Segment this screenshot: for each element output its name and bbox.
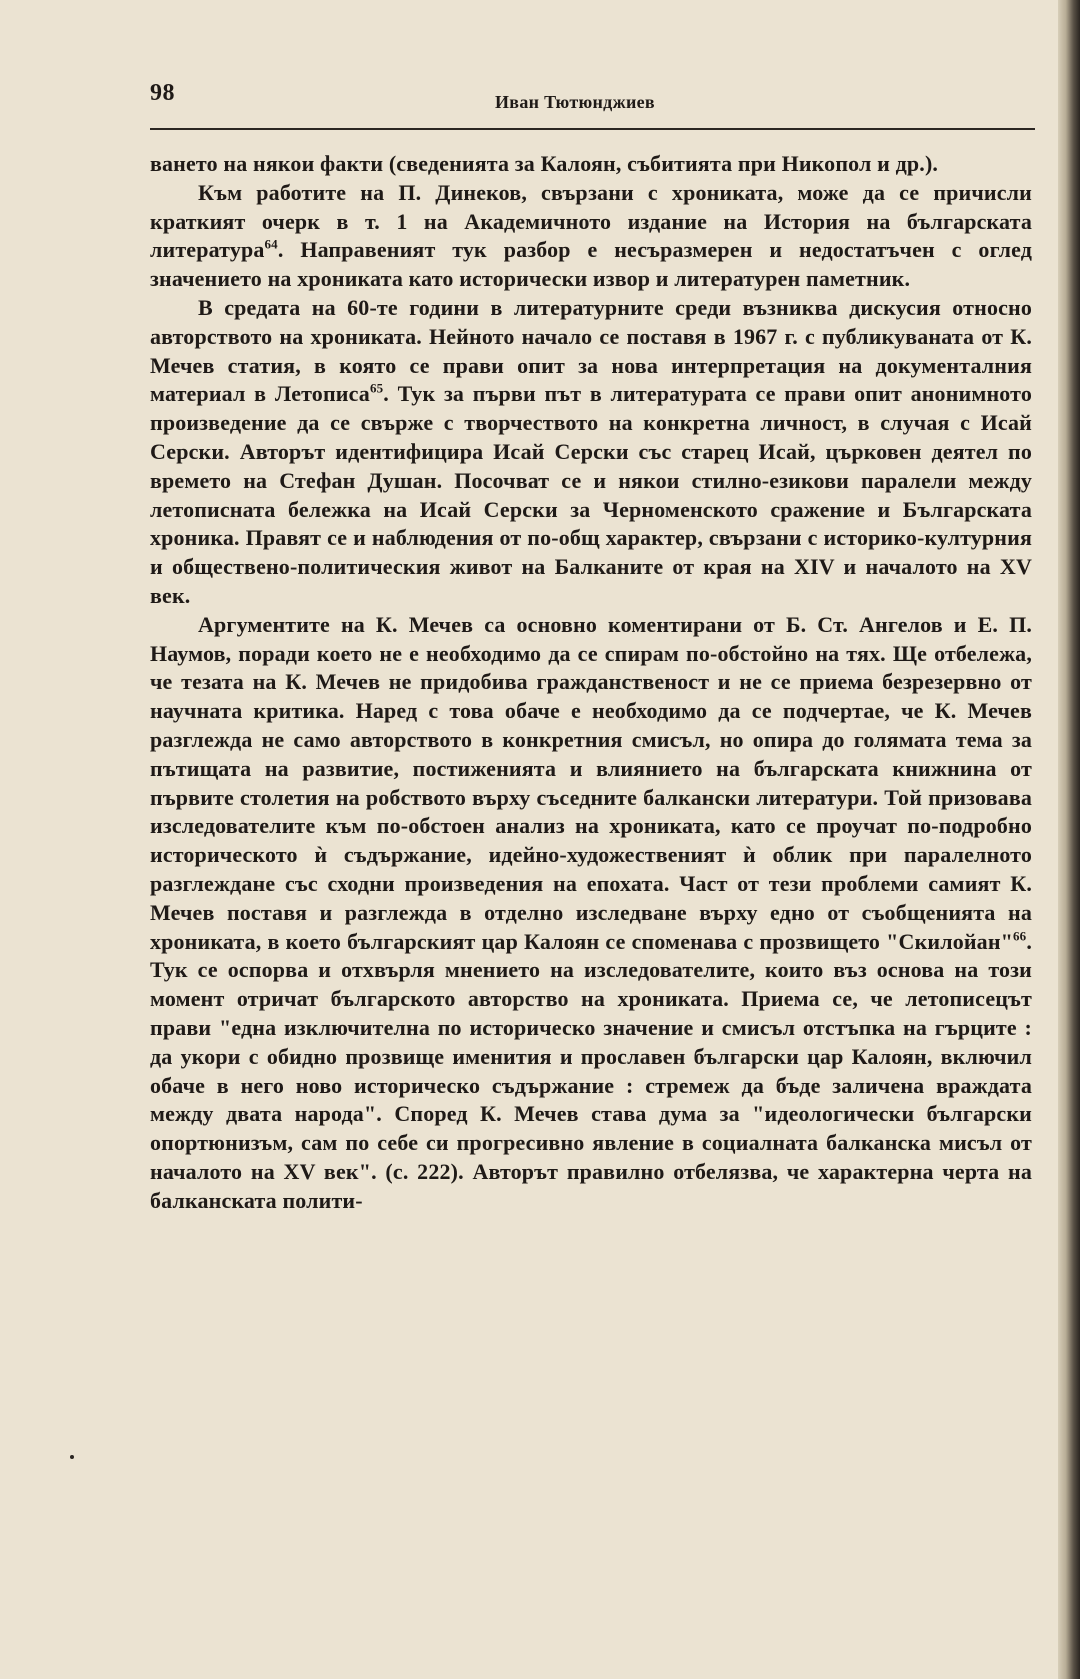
page-number: 98 — [150, 80, 175, 106]
running-head: Иван Тютюнджиев — [495, 92, 655, 112]
paragraph-1 — [150, 150, 1032, 179]
header-rule — [150, 128, 1035, 130]
paragraph-text: Аргументите на К. Мечев са основно коментирани от Б. Ст. Ангелов и Е. П. Наумов, поради което не е необходимо да се спирам по-обстойно на тях. Ще отбележа, че тезата на К. Мечев не придобива гражданственост и не се приема безрезервно от научната критика. Наред с това обаче е необходимо да се подчертае, че К. Мечев разглежда не само авторството в конкретния смисъл, но опира до голямата тема за пътищата на развитие, постиженията и влиянието на българската книжнина от първите столетия на робството върху съседните балкански литератури. Той призовава изследователите към по-обстоен анализ на хрониката, като се проучат по-подробно историческото ѝ съдържание, идейно-художественият ѝ облик при паралелното разглеждане със сходни произведения на епохата. Част от тези проблеми самият К. Мечев поставя и разглежда в отделно изследване върху едно от съобщенията на хрониката, в което българският цар Калоян се споменава с прозвището "Скилойан" — [150, 611, 1032, 954]
footnote-ref-64: 64 — [264, 237, 278, 253]
paragraph-text: ването на някои факти (сведенията за Калоян, събитията при Никопол и др.). — [150, 151, 939, 176]
paragraph-text: В средата на 60-те години в литературните среди възниква дискусия относно авторството на хрониката. Нейното начало се поставя в 1967 г. с публикуваната от К. Мечев статия, в която се прави опит за нова интерпретация на документалния материал в Летописа — [150, 294, 1032, 407]
footnote-ref-66: 66 — [1013, 928, 1027, 944]
page-edge — [1058, 0, 1080, 1679]
body-text — [150, 150, 1032, 1215]
paragraph-text: . Тук за първи път в литературата се прави опит анонимното произведение да се свърже с творчеството на конкретна личност, в случая с Исай Серски. Авторът идентифицира Исай Серски със старец Исай, църковен деятел по времето на Стефан Душан. Посочват се и някои стилно-езикови паралели между летописната бележка на Исай Серски за Черноменското сражение и Българската хроника. Правят се и наблюдения от по-общ характер, свързани с историко-културния и обществено-политическия живот на Балканите от края на XIV и началото на XV век. — [150, 381, 1032, 608]
paragraph-text: . Направеният тук разбор е несъразмерен и недостатъчен с оглед значението на хрониката като исторически извор и литературен паметник. — [150, 237, 1032, 292]
page-header — [150, 80, 1035, 124]
paragraph-text: Към работите на П. Динеков, свързани с хрониката, може да се причисли краткият очерк в т. 1 на Академичното издание на История на българската литература — [150, 179, 1032, 263]
footnote-ref-65: 65 — [369, 381, 384, 397]
paragraph-3 — [150, 294, 1032, 611]
margin-mark — [70, 1455, 74, 1459]
paragraph-4 — [150, 611, 1032, 1216]
paragraph-text: . Тук се оспорва и отхвърля мнението на изследователите, които въз основа на този момент отричат българското авторство на хрониката. Приема се, че летописецът прави "една изключителна по историческо значение и смисъл отстъпка на гърците : да укори с обидно прозвище именития и прославен български цар Калоян, включил обаче в него ново историческо съдържание : стремеж да бъде заличена враждата между двата народа". Според К. Мечев става дума за "идеологически български опортюнизъм, сам по себе си прогресивно явление в социалната балканска мисъл от началото на XV век". (с. 222). Авторът правилно отбелязва, че характерна черта на балканската полити- — [150, 928, 1032, 1213]
paragraph-2 — [150, 179, 1032, 294]
